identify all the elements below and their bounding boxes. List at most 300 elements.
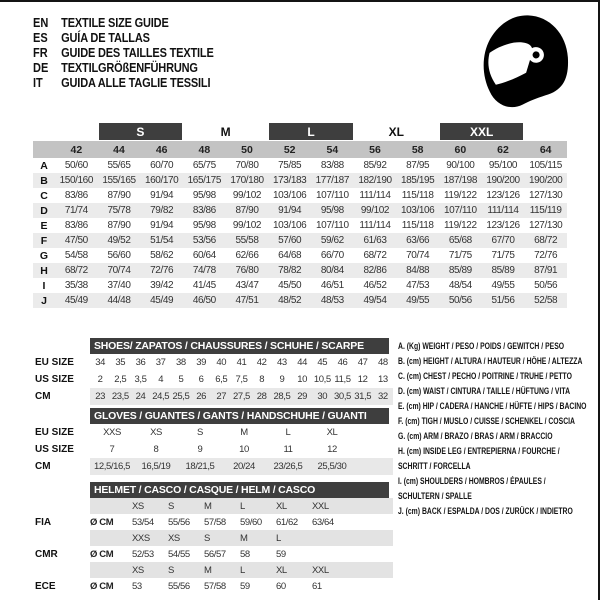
helmet-size: XS xyxy=(168,532,180,544)
measure-value: 48/52 xyxy=(278,295,302,306)
measure-value: 68/72 xyxy=(64,265,88,276)
table-value: 2,5 xyxy=(114,374,127,385)
legend-line: J. (cm) BACK / ESPALDA / DOS / ZURÜCK / INDIETRO xyxy=(398,506,573,516)
measure-value: 45/50 xyxy=(278,280,302,291)
measure-value: 47/51 xyxy=(235,295,259,306)
table-value: 28,5 xyxy=(273,391,291,402)
table-value: 9 xyxy=(279,374,285,385)
helmet-size: M xyxy=(204,500,212,512)
helmet-size: XXL xyxy=(312,564,329,576)
table-value: L xyxy=(285,427,291,438)
measure-value: 50/60 xyxy=(64,160,88,171)
measure-value: 82/86 xyxy=(363,265,387,276)
measure-value: 79/82 xyxy=(150,205,174,216)
measure-value: 71/75 xyxy=(491,250,515,261)
table-title: SHOES/ ZAPATOS / CHAUSSURES / SCHUHE / SCARPE xyxy=(90,338,389,354)
measure-value: 54/58 xyxy=(64,250,88,261)
measure-value: 72/76 xyxy=(150,265,174,276)
measure-value: 190/200 xyxy=(486,175,520,186)
measure-value: 78/82 xyxy=(278,265,302,276)
apparel-size-table xyxy=(33,123,567,308)
legend-line: G. (cm) ARM / BRAZO / BRAS / ARM / BRACCIO xyxy=(398,431,553,441)
helmet-sizes xyxy=(90,498,393,514)
helmet-size: S xyxy=(204,532,210,544)
measure-value: 103/106 xyxy=(400,205,435,216)
measure-value: 59/62 xyxy=(320,235,344,246)
measure-value: 103/106 xyxy=(272,190,307,201)
size-group-s: S xyxy=(99,123,182,140)
helmet-size: XXL xyxy=(312,500,329,512)
table-value: 23,5 xyxy=(111,391,129,402)
helmet-values xyxy=(90,578,393,594)
language-row xyxy=(33,75,214,90)
gloves-size-table xyxy=(33,408,393,475)
measure-value: 67/70 xyxy=(491,235,515,246)
measure-value: 91/94 xyxy=(150,190,174,201)
table-value: 16,5/19 xyxy=(141,461,171,472)
table-value: M xyxy=(240,427,248,438)
measure-value: 99/102 xyxy=(232,220,262,231)
legend-item xyxy=(398,504,594,519)
measurement-legend xyxy=(398,339,594,519)
cell-spacer xyxy=(90,562,132,578)
measure-value: 44/48 xyxy=(107,295,131,306)
measure-value: 62/66 xyxy=(235,250,259,261)
measure-value: 127/130 xyxy=(528,220,563,231)
helmet-size: S xyxy=(168,564,174,576)
measure-value: 173/183 xyxy=(272,175,307,186)
measure-value: 170/180 xyxy=(230,175,264,186)
measure-row xyxy=(33,263,567,278)
helmet-value-row xyxy=(33,578,393,594)
table-value: 10,5 xyxy=(313,374,331,385)
measure-value: 35/38 xyxy=(64,280,88,291)
table-value: 47 xyxy=(357,357,368,368)
measure-value: 45/49 xyxy=(150,295,174,306)
measure-value: 53/56 xyxy=(192,235,216,246)
diameter-unit: Ø CM xyxy=(90,548,114,560)
measure-value: 90/100 xyxy=(446,160,475,171)
table-value: 35 xyxy=(115,357,126,368)
table-row-label: EU SIZE xyxy=(35,427,74,438)
language-row xyxy=(33,60,214,75)
table-row-label: US SIZE xyxy=(35,444,74,455)
helmet-size-row xyxy=(33,498,393,514)
measure-value: 55/65 xyxy=(107,160,131,171)
helmet-size: L xyxy=(276,532,281,544)
measure-value: 85/89 xyxy=(491,265,515,276)
table-values xyxy=(90,371,393,388)
table-value: 3,5 xyxy=(134,374,147,385)
measure-value: 49/52 xyxy=(107,235,131,246)
measure-value: 155/165 xyxy=(102,175,136,186)
helmet-size: XS xyxy=(132,500,144,512)
language-title: TEXTILGRÖßENFÜHRUNG xyxy=(61,60,198,75)
size-group-spacer xyxy=(525,123,566,140)
helmet-size: L xyxy=(240,500,245,512)
language-code: ES xyxy=(33,30,48,45)
legend-item xyxy=(398,354,594,369)
measure-value: 87/90 xyxy=(107,220,131,231)
measure-value: 56/60 xyxy=(107,250,131,261)
measure-value: 64/68 xyxy=(278,250,302,261)
helmet-values xyxy=(90,514,393,530)
table-value: 45 xyxy=(317,357,328,368)
size-group-row xyxy=(33,123,567,140)
measure-value: 160/170 xyxy=(144,175,179,186)
table-value: S xyxy=(197,427,203,438)
diameter-unit: Ø CM xyxy=(90,516,114,528)
measure-value: 95/100 xyxy=(488,160,518,171)
measure-value: 50/56 xyxy=(448,295,472,306)
table-value: 7 xyxy=(109,444,115,455)
measure-value: 84/88 xyxy=(406,265,430,276)
measure-value: 61/63 xyxy=(363,235,387,246)
size-header: 42 xyxy=(70,143,83,156)
legend-line: SCHRITT / FORCELLA xyxy=(398,461,471,471)
helmet-value: 59 xyxy=(240,580,250,592)
measure-value: 65/68 xyxy=(448,235,472,246)
legend-item xyxy=(398,429,594,444)
legend-item xyxy=(398,369,594,384)
table-value: 30,5 xyxy=(334,391,351,402)
measure-value: 150/160 xyxy=(59,175,93,186)
measure-row xyxy=(33,173,567,188)
table-value: 43 xyxy=(277,357,287,368)
table-value: 44 xyxy=(297,357,307,368)
language-title: GUIDE DES TAILLES TEXTILE xyxy=(61,45,214,60)
standard-label: FIA xyxy=(35,516,52,528)
measure-value: 107/110 xyxy=(444,205,477,216)
measure-row-label: J xyxy=(41,294,47,307)
helmet-values xyxy=(90,546,393,562)
table-value: 36 xyxy=(135,357,146,368)
helmet-size: L xyxy=(240,564,245,576)
measure-value: 87/90 xyxy=(235,205,259,216)
table-value: 39 xyxy=(196,357,206,368)
legend-item xyxy=(398,444,594,474)
measure-value: 119/122 xyxy=(444,190,477,201)
gutter-spacer xyxy=(33,562,90,578)
measure-value: 75/85 xyxy=(278,160,302,171)
table-value: 32 xyxy=(378,391,388,402)
measure-value: 68/72 xyxy=(534,235,558,246)
size-group-xl: XL xyxy=(388,124,404,139)
measure-value: 46/52 xyxy=(363,280,387,291)
table-values xyxy=(90,458,393,475)
table-value: 46 xyxy=(337,357,348,368)
measure-value: 47/53 xyxy=(406,280,430,291)
helmet-value: 59/60 xyxy=(240,516,262,528)
table-value: 20/24 xyxy=(233,461,255,472)
measure-value: 45/49 xyxy=(64,295,88,306)
measure-value: 103/106 xyxy=(272,220,307,231)
table-value: 18/21,5 xyxy=(185,461,215,472)
helmet-size-row xyxy=(33,562,393,578)
legend-item xyxy=(398,414,594,429)
measure-value: 111/114 xyxy=(359,220,391,231)
measure-value: 58/62 xyxy=(150,250,174,261)
legend-line: H. (cm) INSIDE LEG / ENTREPIERNA / FOURCHE / xyxy=(398,446,560,456)
language-title: GUÍA DE TALLAS xyxy=(61,30,150,45)
measure-value: 74/78 xyxy=(192,265,216,276)
measure-value: 83/86 xyxy=(64,190,88,201)
table-value: 31,5 xyxy=(354,391,372,402)
table-value: 23/26,5 xyxy=(273,461,303,472)
cell-spacer xyxy=(90,530,132,546)
table-values xyxy=(90,424,393,441)
measure-value: 123/126 xyxy=(486,190,520,201)
measure-row-label: A xyxy=(40,159,48,172)
language-block xyxy=(33,15,238,90)
measure-value: 187/198 xyxy=(443,175,477,186)
table-value: 25,5/30 xyxy=(317,461,347,472)
table-value: 24 xyxy=(135,391,146,402)
size-group-m: M xyxy=(220,124,231,139)
helmet-value: 55/56 xyxy=(168,580,190,592)
language-row xyxy=(33,45,214,60)
table-row xyxy=(33,354,393,371)
measure-value: 51/56 xyxy=(491,295,515,306)
measure-value: 39/42 xyxy=(150,280,174,291)
measure-row xyxy=(33,233,567,248)
table-row xyxy=(33,388,393,405)
helmet-value: 63/64 xyxy=(312,516,334,528)
measure-value: 177/187 xyxy=(315,175,349,186)
measure-row-label: H xyxy=(40,264,48,277)
gutter-spacer xyxy=(33,530,90,546)
helmet-size: XL xyxy=(276,500,287,512)
measure-value: 48/53 xyxy=(320,295,344,306)
measure-row xyxy=(33,218,567,233)
measure-value: 68/72 xyxy=(363,250,387,261)
language-title: TEXTILE SIZE GUIDE xyxy=(61,15,169,30)
measure-value: 99/102 xyxy=(232,190,262,201)
measure-row-label: E xyxy=(40,219,48,232)
measure-value: 66/70 xyxy=(320,250,344,261)
measure-value: 99/102 xyxy=(360,205,390,216)
table-value: 29 xyxy=(297,391,307,402)
table-value: 4 xyxy=(158,374,164,385)
table-row-label: CM xyxy=(35,461,51,472)
size-header: 58 xyxy=(411,143,424,156)
measure-value: 190/200 xyxy=(528,175,563,186)
table-row-label: CM xyxy=(35,391,51,402)
size-header: 62 xyxy=(497,143,509,156)
size-header: 60 xyxy=(454,143,467,156)
table-row xyxy=(33,424,393,441)
measure-value: 95/98 xyxy=(320,205,344,216)
helmet-size: M xyxy=(240,532,248,544)
table-value: 48 xyxy=(378,357,388,368)
size-header: 50 xyxy=(241,143,253,156)
measure-value: 95/98 xyxy=(192,190,216,201)
table-value: 12 xyxy=(327,444,337,455)
measure-value: 46/50 xyxy=(192,295,216,306)
measure-value: 80/84 xyxy=(320,265,344,276)
corner-spacer xyxy=(33,141,55,158)
table-value: 37 xyxy=(155,357,166,368)
measure-value: 75/78 xyxy=(107,205,131,216)
table-value: 8 xyxy=(153,444,159,455)
measure-value: 111/114 xyxy=(487,205,519,216)
table-value: 11,5 xyxy=(334,374,351,385)
table-value: 6,5 xyxy=(215,374,228,385)
helmet-value: 53/54 xyxy=(132,516,154,528)
language-title: GUIDA ALLE TAGLIE TESSILI xyxy=(61,75,211,90)
measure-value: 41/45 xyxy=(192,280,216,291)
size-header: 48 xyxy=(198,143,211,156)
measure-row xyxy=(33,293,567,308)
measure-value: 85/92 xyxy=(363,160,387,171)
table-value: 38 xyxy=(176,357,186,368)
measure-row xyxy=(33,248,567,263)
table-value: 27,5 xyxy=(233,391,250,402)
helmet-value: 60 xyxy=(276,580,286,592)
measure-value: 63/66 xyxy=(406,235,430,246)
table-value: 6 xyxy=(198,374,204,385)
measure-value: 165/175 xyxy=(187,175,221,186)
legend-item xyxy=(398,399,594,414)
table-value: 30 xyxy=(317,391,328,402)
measure-value: 72/76 xyxy=(534,250,558,261)
table-value: 13 xyxy=(378,374,388,385)
helmet-size-row xyxy=(33,530,393,546)
table-row-label: EU SIZE xyxy=(35,357,74,368)
table-value: 24,5 xyxy=(152,391,170,402)
table-row-label: US SIZE xyxy=(35,374,74,385)
size-header-row xyxy=(33,141,567,158)
size-group-xxl: XXL xyxy=(440,123,523,140)
measure-value: 55/58 xyxy=(235,235,259,246)
table-value: 40 xyxy=(216,357,227,368)
legend-line: A. (Kg) WEIGHT / PESO / POIDS / GEWITCH / PESO xyxy=(398,341,565,351)
table-value: 5 xyxy=(178,374,184,385)
table-title: HELMET / CASCO / CASQUE / HELM / CASCO xyxy=(90,482,389,498)
measure-value: 49/55 xyxy=(491,280,515,291)
table-row xyxy=(33,458,393,475)
size-header: 44 xyxy=(113,143,125,156)
helmet-value: 52/53 xyxy=(132,548,154,560)
measure-value: 43/47 xyxy=(235,280,259,291)
measure-row-label: B xyxy=(40,174,48,187)
shoes-size-table xyxy=(33,338,393,405)
measure-value: 60/70 xyxy=(150,160,174,171)
measure-value: 46/51 xyxy=(320,280,344,291)
table-values xyxy=(90,441,393,458)
table-value: 28 xyxy=(256,391,267,402)
helmet-value: 61/62 xyxy=(276,516,298,528)
measure-row-label: G xyxy=(39,249,49,262)
legend-item xyxy=(398,339,594,354)
measure-row xyxy=(33,188,567,203)
helmet-value: 55/56 xyxy=(168,516,190,528)
language-code: FR xyxy=(33,45,48,60)
measure-value: 115/118 xyxy=(401,190,434,201)
measure-value: 115/118 xyxy=(401,220,434,231)
table-value: 12 xyxy=(357,374,368,385)
measure-value: 123/126 xyxy=(486,220,520,231)
helmet-value: 59 xyxy=(276,548,286,560)
measure-value: 83/86 xyxy=(64,220,88,231)
table-value: 10 xyxy=(239,444,249,455)
table-value: 12,5/16,5 xyxy=(93,461,131,472)
size-header: 56 xyxy=(369,143,381,156)
measure-value: 115/119 xyxy=(529,205,562,216)
table-value: 10 xyxy=(297,374,307,385)
legend-line: F. (cm) TIGH / MUSLO / CUISSE / SCHENKEL / COSCIA xyxy=(398,416,575,426)
helmet-size: S xyxy=(168,500,174,512)
measure-value: 185/195 xyxy=(400,175,435,186)
measure-value: 70/80 xyxy=(235,160,259,171)
language-code: IT xyxy=(33,75,43,90)
measure-value: 70/74 xyxy=(406,250,430,261)
table-value: XS xyxy=(150,427,162,438)
measure-value: 76/80 xyxy=(235,265,259,276)
helmet-size: XXS xyxy=(132,532,150,544)
table-value: 25,5 xyxy=(172,391,190,402)
measure-value: 91/94 xyxy=(278,205,302,216)
legend-line: C. (cm) CHEST / PECHO / POITRINE / TRUHE / PETTO xyxy=(398,371,572,381)
size-header: 54 xyxy=(326,143,339,156)
language-row xyxy=(33,15,214,30)
measure-value: 47/50 xyxy=(64,235,88,246)
helmet-icon xyxy=(476,13,574,111)
measure-value: 37/40 xyxy=(107,280,131,291)
measure-value: 85/89 xyxy=(448,265,472,276)
helmet-size: M xyxy=(204,564,212,576)
measure-value: 91/94 xyxy=(150,220,174,231)
language-code: EN xyxy=(33,15,49,30)
measure-value: 52/58 xyxy=(534,295,558,306)
table-value: 26 xyxy=(196,391,206,402)
measure-value: 182/190 xyxy=(358,175,392,186)
measure-value: 87/90 xyxy=(107,190,131,201)
measure-value: 105/115 xyxy=(529,160,562,171)
table-value: 42 xyxy=(256,357,267,368)
table-value: 7,5 xyxy=(235,374,248,385)
helmet-size: XL xyxy=(276,564,287,576)
measure-value: 49/55 xyxy=(406,295,430,306)
table-row xyxy=(33,371,393,388)
table-value: 11 xyxy=(283,444,293,455)
diameter-unit: Ø CM xyxy=(90,580,114,592)
table-value: 41 xyxy=(236,357,247,368)
legend-line: E. (cm) HIP / CADERA / HANCHE / HÜFTE / HIPS / BACINO xyxy=(398,401,587,411)
helmet-value: 57/58 xyxy=(204,580,226,592)
measure-value: 111/114 xyxy=(359,190,391,201)
table-values xyxy=(90,354,393,371)
measure-value: 65/75 xyxy=(192,160,216,171)
measure-value: 95/98 xyxy=(192,220,216,231)
table-value: 2 xyxy=(97,374,103,385)
table-value: 23 xyxy=(95,391,105,402)
legend-item xyxy=(398,384,594,399)
table-title: GLOVES / GUANTES / GANTS / HANDSCHUHE / GUANTI xyxy=(90,408,389,424)
measure-value: 107/110 xyxy=(316,220,349,231)
helmet-value: 58 xyxy=(240,548,250,560)
measure-value: 60/64 xyxy=(192,250,216,261)
table-value: XXS xyxy=(103,427,121,438)
measure-value: 83/86 xyxy=(192,205,216,216)
legend-line: I. (cm) SHOULDERS / HOMBROS / ÉPAULES / xyxy=(398,476,546,486)
table-value: 27 xyxy=(216,391,227,402)
helmet-value: 54/55 xyxy=(168,548,190,560)
measure-row-label: C xyxy=(40,189,48,202)
helmet-value-row xyxy=(33,546,393,562)
language-row xyxy=(33,30,214,45)
helmet-value: 56/57 xyxy=(204,548,226,560)
